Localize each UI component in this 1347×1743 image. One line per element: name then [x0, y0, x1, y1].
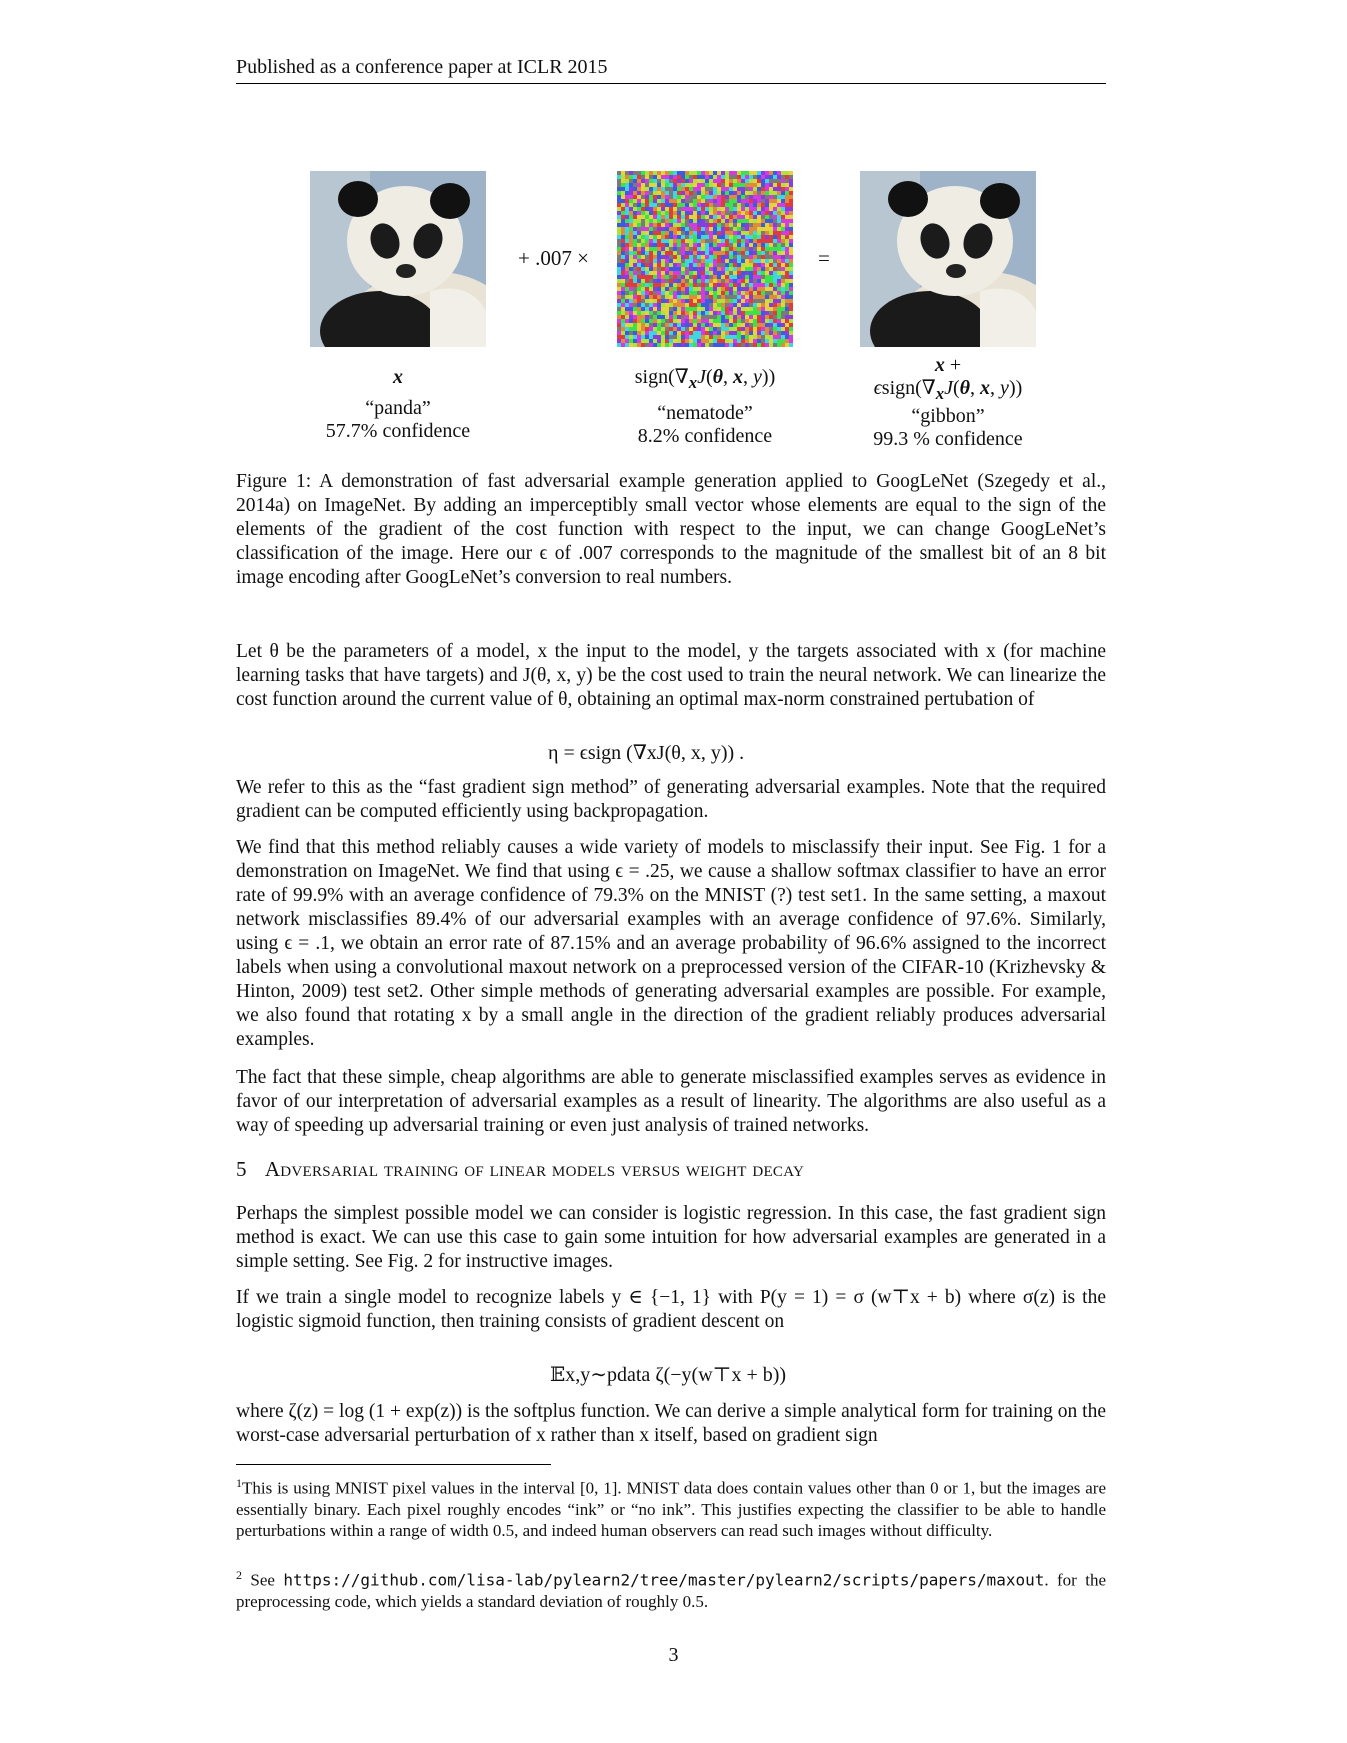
running-header: Published as a conference paper at ICLR 2015 [236, 56, 1106, 84]
footnote-2-link[interactable]: https://github.com/lisa-lab/pylearn2/tree/master/pylearn2/scripts/papers/maxout [283, 1570, 1045, 1590]
paragraph-logistic: Perhaps the simplest possible model we can consider is logistic regression. In this case, the fast gradient sign method is exact. We can use this case to gain some intuition for how adversarial examples are generated in a simple setting. See Fig. 2 for instructive images. [236, 1203, 1106, 1272]
equals-operator: = [818, 246, 830, 270]
panel-2-symbol: $sign(\nabla_xJ(\theta$, x, y)) [634, 366, 776, 392]
footnote-rule [236, 1464, 551, 1465]
figure-caption: Figure 1: A demonstration of fast adversarial example generation applied to GoogLeNet (Szegedy et al., 2014a) on ImageNet. By adding an imperceptibly small vector whose elements are equal to the sign of the elements of the gradient of the cost function with respect to the input, we can change GoogLeNet’s classification of the image. Here our ϵ of .007 corresponds to the magnitude of the smallest bit of an 8 bit image encoding after GoogLeNet’s conversion to real numbers. [236, 471, 1106, 588]
plus-operator: + .007 × [518, 246, 589, 270]
section-heading [236, 1157, 1106, 1182]
panel-2-confidence: 8.2% confidence [637, 425, 773, 447]
paragraph-softplus: where ζ(z) = log (1 + exp(z)) is the softplus function. We can derive a simple analytical form for training on the worst-case adversarial perturbation of x rather than x itself, based on gradient sign [236, 1401, 1106, 1446]
equation-expectation: 𝔼x,y∼pdata ζ(−y(w⊤x + b)) [550, 1364, 787, 1386]
paragraph-results: We find that this method reliably causes a wide variety of models to misclassify their input. See Fig. 1 for a demonstration on ImageNet. We find that using ϵ = .25, we cause a shallow softmax classifier to have an error rate of 99.9% with an average confidence of 79.3% on the MNIST (?) test set1. In the same setting, a maxout network misclassifies 89.4% of our adversarial examples with an average confidence of 97.6%. Similarly, using ϵ = .1, we obtain an error rate of 87.15% and an average probability of 96.6% assigned to the incorrect labels when using a convolutional maxout network on a preprocessed version of the CIFAR-10 (Krizhevsky & Hinton, 2009) test set2. Other simple methods of generating adversarial examples are possible. For example, we also found that rotating x by a small angle in the direction of the gradient reliably produces adversarial examples. [236, 837, 1106, 1050]
panel-1-confidence: 57.7% confidence [325, 420, 471, 442]
noise-image [617, 171, 793, 347]
panel-3-symbol: x + $\epsilon sign(\nabla_xJ(\theta$, x, y)) [873, 354, 1023, 403]
paragraph-linearity: The fact that these simple, cheap algorithms are able to generate misclassified examples serves as evidence in favor of our interpretation of adversarial examples as a result of linearity. The algorithms are also useful as a way of speeding up adversarial training or even just analysis of trained networks. [236, 1067, 1106, 1136]
panda-image [310, 171, 486, 347]
panel-3-label: “gibbon” [911, 405, 985, 427]
paragraph-fgsm-intro: Let θ be the parameters of a model, x the input to the model, y the targets associated with x (for machine learning tasks that have targets) and J(θ, x, y) be the cost used to train the neural network. We can linearize the cost function around the current value of θ, obtaining an optimal max-norm constrained pertubation of [236, 641, 1106, 710]
panel-2-label: “nematode” [657, 402, 753, 424]
footnote-2-suffix: . for the preprocessing code, which yields a standard deviation of roughly 0.5. [236, 1570, 1107, 1611]
paragraph-training: If we train a single model to recognize labels y ∈ {−1, 1} with P(y = 1) = σ (w⊤x + b) where σ(z) is the logistic sigmoid function, then training consists of gradient descent on [236, 1287, 1106, 1332]
panel-3-confidence: 99.3 % confidence [873, 428, 1023, 450]
adversarial-panda-image [860, 171, 1036, 347]
panel-3-caption [828, 354, 1068, 451]
footnote-1: $^1$This is using MNIST pixel values in the interval [0, 1]. MNIST data does contain values other than 0 or 1, but the images are essentially binary. Each pixel roughly encodes “ink” or “no ink”. This justifies expecting the classifier to be able to handle perturbations within a range of width 0.5, and indeed human observers can read such images without difficulty. [236, 1476, 1106, 1540]
panel-2-caption [585, 366, 825, 448]
section-number: 5 [236, 1157, 247, 1181]
footnote-1-text: This is using MNIST pixel values in the interval [0, 1]. MNIST data does contain values other than 0 or 1, but the images are essentially binary. Each pixel roughly encodes “ink” or “no ink”. This justifies expecting the classifier to be able to handle perturbations within a range of width 0.5, and indeed human observers can read such images without difficulty. [236, 1478, 1106, 1540]
panel-1-caption [278, 366, 518, 443]
footnote-2-prefix: See [250, 1570, 275, 1590]
footnote-2: $^2$ See https://github.com/lisa-lab/pylearn2/tree/master/pylearn2/scripts/papers/maxout. for the preprocessing code, which yields a standard deviation of roughly 0.5. [236, 1568, 1107, 1611]
section-title: Adversarial training of linear models versus weight decay [264, 1157, 805, 1181]
paragraph-fgsm-name: We refer to this as the “fast gradient sign method” of generating adversarial examples. Note that the required gradient can be computed efficiently using backpropagation. [236, 777, 1106, 822]
panel-1-label: “panda” [365, 397, 431, 419]
page-number: 3 [668, 1644, 679, 1666]
panel-1-symbol: x [393, 366, 403, 388]
equation-fgsm: η = ϵsign (∇xJ(θ, x, y)) . [548, 742, 745, 764]
